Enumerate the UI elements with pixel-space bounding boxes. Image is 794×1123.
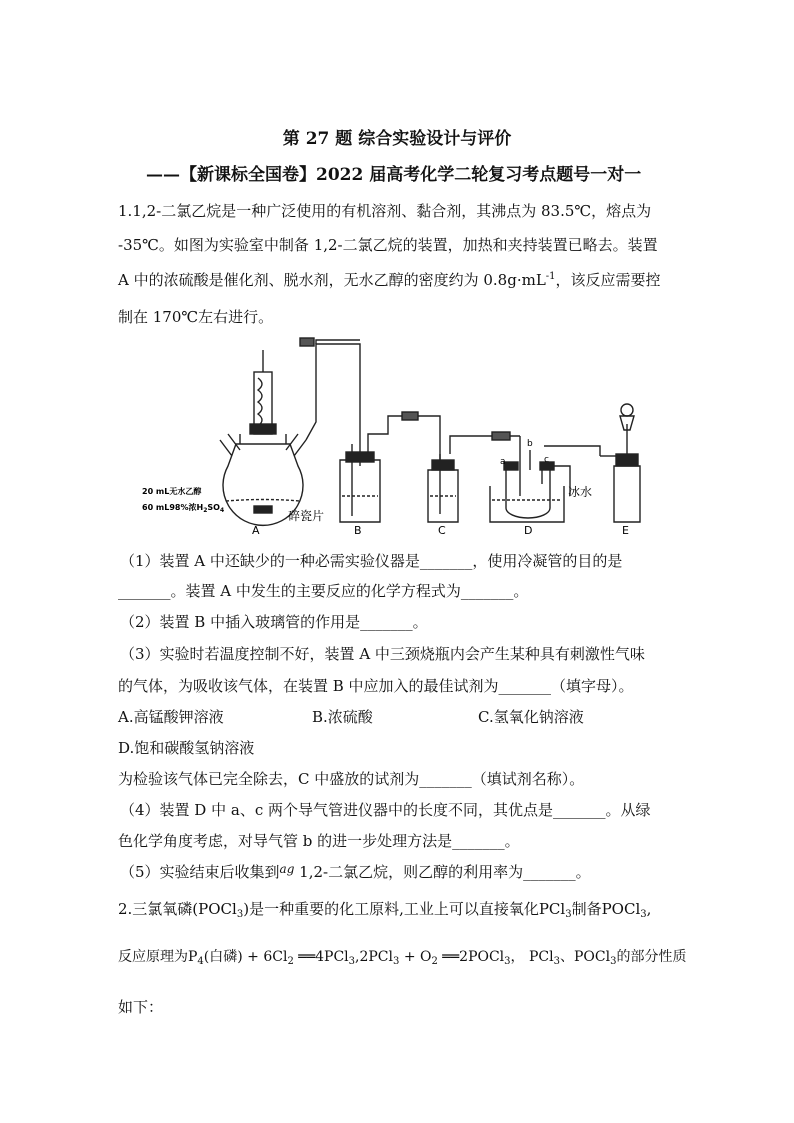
tube-c-label: c (544, 455, 549, 465)
flask-label-2-sub2: 4 (219, 507, 225, 514)
flask-label-1: 20 mL无水乙醇 (142, 487, 202, 496)
q2-l2h: 3 (393, 956, 400, 967)
q2-l1c: 3 (236, 909, 244, 920)
label-a: A (252, 524, 260, 537)
q1-intro-line3-b: ，该反应需要控 (555, 271, 661, 289)
q2-l2k: ══2POCl (437, 949, 505, 965)
q2-l2p: 3 (610, 956, 617, 967)
q1-part3-line3: 为检验该气体已完全除去，C 中盛放的试剂为_______（填试剂名称）。 (118, 770, 585, 788)
tube-b-label: b (527, 439, 533, 449)
q2-l2e: ══4PCl (293, 949, 349, 965)
ice-bath-d (490, 486, 564, 522)
q1-part5 (120, 861, 591, 882)
flask-label-2-a: 60 mL98%浓H (142, 503, 204, 512)
q2-l1h: , (646, 900, 652, 918)
label-e: E (622, 524, 629, 537)
q2-l2f: 3 (348, 956, 356, 967)
q2-l2g: ,2PCl (355, 949, 393, 965)
q1-intro-line2: -35℃。如图为实验室中制备 1,2-二氯乙烷的装置，加热和夹持装置已略去。装置 (118, 236, 658, 254)
tube-d (506, 466, 550, 518)
option-b: B.浓硫酸 (312, 708, 373, 726)
flask-label-2-mid: SO (207, 503, 220, 512)
q2-l1b: POCl (198, 900, 237, 918)
bottle-e (614, 466, 640, 522)
q2-l1e: 3 (565, 909, 572, 920)
q1-part5-var: ag (279, 862, 295, 876)
q2-l2o: 、POCl (559, 949, 611, 965)
q1-part5-b: 1,2-二氯乙烷，则乙醇的利用率为_______。 (294, 863, 591, 881)
q2-l2n: 3 (553, 956, 560, 967)
q1-intro-line4: 制在 170℃左右进行。 (118, 308, 274, 326)
q2-l2b: 4 (197, 956, 204, 967)
q1-intro-line3-sup: -1 (545, 271, 556, 282)
q1-part5-a: （5）实验结束后收集到 (120, 863, 280, 881)
q1-part4-line1: （4）装置 D 中 a、c 两个导气管进仪器中的长度不同，其优点是_______。从绿 (120, 801, 651, 819)
bottle-b (340, 460, 380, 522)
q2-l1f: 制备POCl (571, 900, 641, 918)
q2-line2 (118, 946, 686, 967)
q1-part2: （2）装置 B 中插入玻璃管的作用是_______。 (120, 613, 428, 631)
label-b: B (354, 524, 362, 537)
q2-l2a: 反应原理为P (118, 949, 198, 965)
q2-line3: 如下： (118, 998, 164, 1016)
q2-l2m: ， PCl (510, 949, 554, 965)
q1-intro-line1: 1.1,2-二氯乙烷是一种广泛使用的有机溶剂、黏合剂，其沸点为 83.5℃，熔点为 (118, 202, 652, 220)
q2-l1d: )是一种重要的化工原料,工业上可以直接氧化PCl (243, 900, 566, 918)
chip-label: 碎瓷片 (288, 509, 325, 523)
flask-label-2-sub1: 2 (203, 507, 208, 514)
q1-part1-line1: （1）装置 A 中还缺少的一种必需实验仪器是_______，使用冷凝管的目的是 (120, 552, 623, 570)
tube-a-label: a (500, 457, 506, 467)
q1-part4-line2: 色化学角度考虑，对导气管 b 的进一步处理方法是_______。 (118, 832, 520, 850)
q1-part3-line1: （3）实验时若温度控制不好，装置 A 中三颈烧瓶内会产生某种具有刺激性气味 (120, 645, 645, 663)
q1-part3-line2: 的气体，为吸收该气体，在装置 B 中应加入的最佳试剂为_______（填字母）。 (118, 677, 634, 695)
flask-label-2 (142, 502, 224, 514)
q2-l2i: + O (399, 949, 432, 965)
q2-l2q: 的部分性质 (616, 949, 687, 965)
q2-l1g: 3 (640, 909, 647, 920)
apparatus-figure (140, 336, 660, 542)
boiling-chips (254, 506, 272, 513)
q2-l2c: (白磷) + 6Cl (203, 949, 288, 965)
q2-l2d: 2 (287, 956, 294, 967)
q2-l2j: 2 (431, 956, 438, 967)
option-a: A.高锰酸钾溶液 (118, 708, 224, 726)
q2-l1a: 2.三氯氧磷( (118, 900, 199, 918)
option-d: D.饱和碳酸氢钠溶液 (118, 739, 255, 757)
option-c: C.氢氧化钠溶液 (478, 708, 584, 726)
q2-l2l: 3 (504, 956, 511, 967)
q1-intro-line3-a: A 中的浓硫酸是催化剂、脱水剂，无水乙醇的密度约为 0.8g·mL (118, 271, 546, 289)
ice-label: 冰水 (568, 485, 593, 499)
q2-line1 (118, 898, 651, 920)
page-title: 第 27 题 综合实验设计与评价 (282, 129, 512, 149)
label-d: D (524, 524, 533, 537)
q1-part1-line2: _______。装置 A 中发生的主要反应的化学方程式为_______。 (118, 582, 529, 600)
label-c: C (438, 524, 446, 537)
page-subtitle: ——【新课标全国卷】2022 届高考化学二轮复习考点题号一对一 (146, 165, 642, 185)
q1-intro-line3 (118, 269, 661, 290)
